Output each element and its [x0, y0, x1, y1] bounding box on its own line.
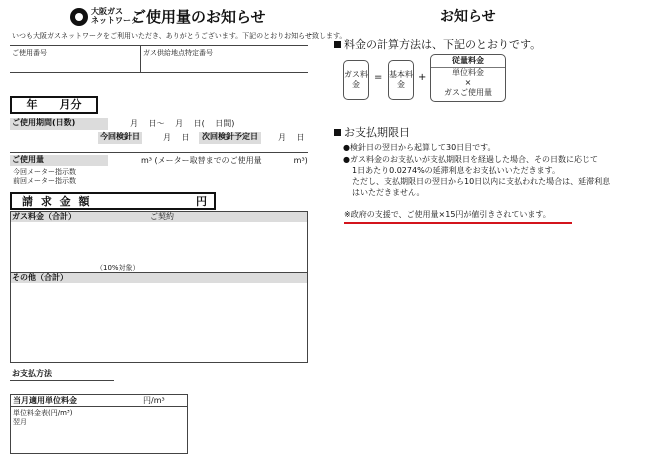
payment-method-label: お支払方法 [12, 369, 52, 378]
period-label: ご使用期間(日数) [10, 118, 108, 130]
due-item-2d: はいただきません。 [352, 188, 425, 197]
basic-fee-box [388, 60, 414, 100]
billing-unit: 円 [196, 195, 207, 208]
tax-note: （10%対象） [96, 264, 140, 272]
billing-label: 請 求 金 額 [22, 195, 92, 208]
unit-fee-text: 単位料金 [452, 68, 484, 77]
other-label: その他（合計） [12, 273, 68, 282]
gas-charge-label: ガス料金（合計） [12, 212, 76, 221]
square-bullet-icon [334, 41, 341, 48]
usage-fee-text: 従量料金 [452, 56, 484, 65]
prev-meter-label: 前回メーター指示数 [13, 177, 76, 185]
gas-fee-text: ガス料金 [344, 70, 368, 89]
unit-price-unit: 円/m³ [143, 396, 165, 405]
form-title: ご使用量のお知らせ [131, 8, 266, 26]
customer-no-label: ご使用番号 [12, 49, 47, 57]
charges-table [10, 211, 308, 363]
due-item-1-text: 検針日の翌日から起算して30日目です。 [349, 143, 496, 152]
times-sign: × [464, 78, 472, 87]
osaka-gas-logo-icon [70, 8, 88, 26]
billing-amount-box [10, 192, 216, 210]
contract-label: ご契約 [150, 212, 174, 221]
basic-fee-text: 基本料金 [389, 70, 413, 89]
subsidy-underline [344, 222, 572, 224]
supply-point-label: ガス供給地点特定番号 [143, 49, 213, 57]
due-heading: お支払期限日 [344, 126, 410, 139]
equals-sign: = [374, 72, 383, 83]
gas-usage-text: ガスご使用量 [444, 88, 492, 97]
subsidy-note: ※政府の支援で、ご使用量×15円が値引きされています。 [344, 210, 551, 219]
gas-fee-box [343, 60, 369, 100]
billing-month-box: 年 月分 [10, 96, 98, 114]
due-item-1: ●検針日の翌日から起算して30日目です。 [343, 143, 496, 152]
next-reading-label: 次回検針予定日 [199, 132, 261, 144]
calc-heading: 料金の計算方法は、下記のとおりです。 [344, 38, 542, 51]
notice-title: お知らせ [440, 9, 496, 25]
usage-label: ご使用量 [10, 155, 108, 166]
due-item-2a-text: ガス料金のお支払いが支払期限日を経過した場合、その日数に応じて [349, 155, 598, 164]
square-bullet-icon [334, 129, 341, 136]
logo-line2: ネットワーク [91, 16, 139, 25]
unit-price-label: 当月適用単位料金 [13, 396, 77, 405]
next-month-label: 翌月 [13, 418, 27, 426]
intro-text: いつも大阪ガスネットワークをご利用いただき、ありがとうございます。下記のとおりお知らせ致します。 [12, 32, 347, 40]
this-reading-label: 今回検針日 [98, 132, 142, 144]
logo-line1: 大阪ガス [91, 7, 123, 16]
due-item-2c: ただし、支払期限日の翌日から10日以内に支払われた場合は、延滞利息 [352, 177, 611, 186]
period-value: 月 日〜 月 日( 日間) [130, 119, 235, 128]
this-reading-value: 月 日 [163, 133, 190, 142]
this-meter-label: 今回メーター指示数 [13, 168, 76, 176]
usage-value: m³ (メーター取替までのご使用量 m³) [141, 156, 308, 165]
unit-table-label: 単位料金表(円/m³) [13, 409, 73, 417]
usage-fee-box [430, 54, 506, 102]
due-item-2b: 1日あたり0.0274%の延滞利息をお支払いいただきます。 [352, 166, 561, 175]
next-reading-value: 月 日 [278, 133, 305, 142]
due-item-2: ●ガス料金のお支払いが支払期限日を経過した場合、その日数に応じて [343, 155, 598, 164]
plus-sign: + [418, 72, 427, 83]
